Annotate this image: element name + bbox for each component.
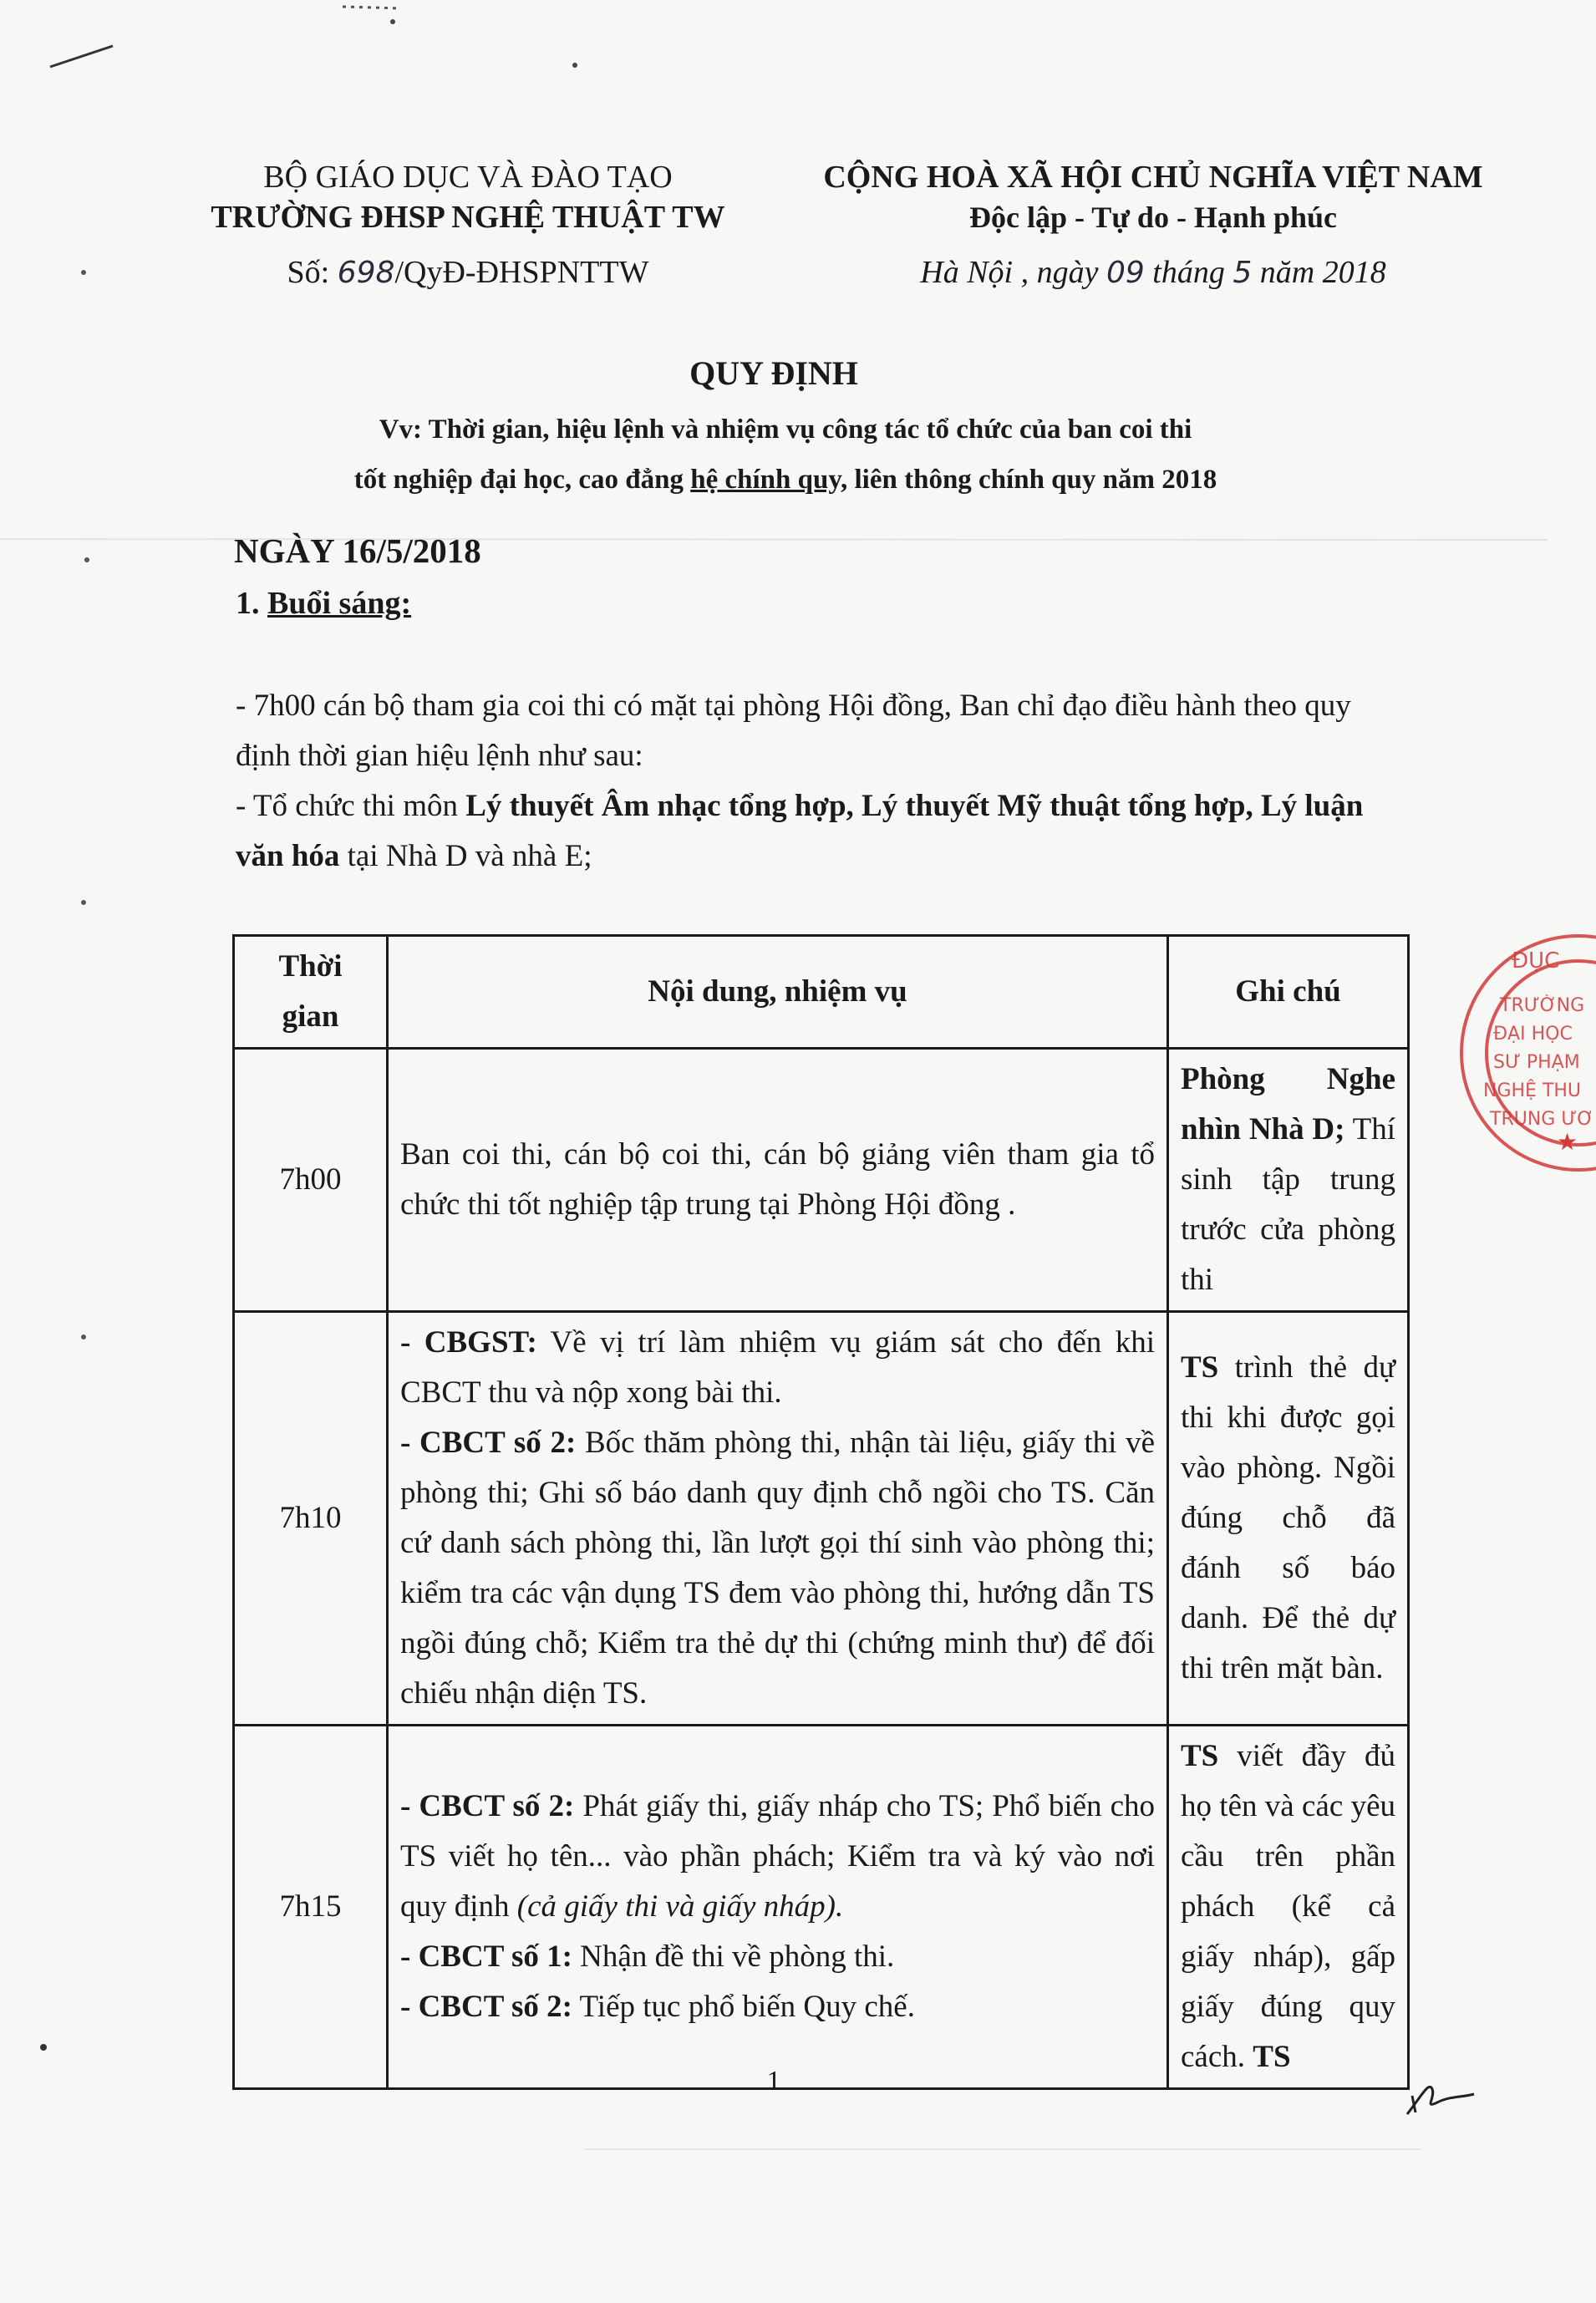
row-content: - CBCT số 2: Phát giấy thi, giấy nháp cho TS; Phổ biến cho TS viết họ tên... vào phần phách; Kiểm tra và ký vào nơi quy định (cả giấy thi và giấy nháp). - CBCT số 1: Nhận đề thi về phòng thi. - CBCT số 2: Tiếp tục phổ biến Quy chế. xyxy=(388,1726,1168,2089)
header-time: Thời gian xyxy=(234,936,388,1049)
row-note: TS trình thẻ dự thi khi được gọi vào phòng. Ngồi đúng chỗ đã đánh số báo danh. Để thẻ dự thi trên mặt bàn. xyxy=(1168,1312,1409,1726)
stamp-line: NGHỆ THU xyxy=(1483,1080,1582,1101)
stamp-line: TRUNG ƯƠ xyxy=(1490,1109,1594,1130)
day-heading: NGÀY 16/5/2018 xyxy=(234,531,481,570)
row-content: Ban coi thi, cán bộ coi thi, cán bộ giảng viên tham gia tổ chức thi tốt nghiệp tập trung tại Phòng Hội đồng . xyxy=(388,1049,1168,1312)
stamp-line: TRƯỜNG xyxy=(1500,995,1585,1016)
schedule-table xyxy=(232,934,1410,2090)
document-number-handwritten: 698 xyxy=(337,256,395,290)
document-number: Số: 698/QyĐ-ĐHSPNTTW xyxy=(287,255,649,290)
official-stamp xyxy=(1387,928,1596,1178)
session-heading: 1. Buổi sáng: xyxy=(236,586,412,621)
stamp-top-text: ĐỤC xyxy=(1512,948,1560,974)
ministry-name: BỘ GIÁO DỤC VÀ ĐÀO TẠO xyxy=(263,160,673,195)
date-day-handwritten: 09 xyxy=(1106,256,1145,290)
table-row xyxy=(234,1726,1409,2089)
header-note: Ghi chú xyxy=(1168,936,1409,1049)
page-number: 1 xyxy=(766,2066,781,2097)
row-time: 7h00 xyxy=(234,1049,388,1312)
initials-signature xyxy=(1404,2072,1479,2123)
stamp-star-icon: ★ xyxy=(1557,1130,1578,1156)
row-note: Phòng Nghe nhìn Nhà D; Thí sinh tập trung trước cửa phòng thi xyxy=(1168,1049,1409,1312)
date-month-handwritten: 5 xyxy=(1233,256,1253,290)
subjects-paragraph: - Tổ chức thi môn Lý thuyết Âm nhạc tổng hợp, Lý thuyết Mỹ thuật tổng hợp, Lý luận văn hóa tại Nhà D và nhà E; xyxy=(236,789,1364,873)
table-row xyxy=(234,1049,1409,1312)
header-left xyxy=(150,157,785,293)
intro-paragraph: - 7h00 cán bộ tham gia coi thi có mặt tại phòng Hội đồng, Ban chỉ đạo điều hành theo quy định thời gian hiệu lệnh như sau: xyxy=(236,689,1351,773)
row-time: 7h10 xyxy=(234,1312,388,1726)
national-motto: Độc lập - Tự do - Hạnh phúc xyxy=(968,201,1338,234)
header-content: Nội dung, nhiệm vụ xyxy=(388,936,1168,1049)
table-row xyxy=(234,1312,1409,1726)
document-subtitle: Vv: Thời gian, hiệu lệnh và nhiệm vụ công tác tổ chức của ban coi thi tốt nghiệp đại học, cao đẳng hệ chính quy, liên thông chính quy năm 2018 xyxy=(353,414,1217,495)
row-note: TS viết đầy đủ họ tên và các yêu cầu trên phần phách (kể cả giấy nháp), gấp giấy đúng quy cách. TS xyxy=(1168,1726,1409,2089)
school-name: TRƯỜNG ĐHSP NGHỆ THUẬT TW xyxy=(211,200,725,235)
row-time: 7h15 xyxy=(234,1726,388,2089)
document-title: QUY ĐỊNH xyxy=(689,354,858,392)
table-header-row xyxy=(234,936,1409,1049)
document-date: Hà Nội , ngày 09 tháng 5 năm 2018 xyxy=(920,255,1386,290)
row-content: - CBGST: Về vị trí làm nhiệm vụ giám sát cho đến khi CBCT thu và nộp xong bài thi. - CBCT số 2: Bốc thăm phòng thi, nhận tài liệu, giấy thi về phòng thi; Ghi số báo danh quy định chỗ ngồi cho TS. Căn cứ danh sách phòng thi, lần lượt gọi thí sinh vào phòng thi; kiểm tra các vận dụng TS đem vào phòng thi, hướng dẫn TS ngồi đúng chỗ; Kiểm tra thẻ dự thi (chứng minh thư) để đối chiếu nhận diện TS. xyxy=(388,1312,1168,1726)
stamp-line: SƯ PHẠM xyxy=(1493,1052,1580,1073)
stamp-line: ĐẠI HỌC xyxy=(1493,1024,1573,1045)
country-name: CỘNG HOÀ XÃ HỘI CHỦ NGHĨA VIỆT NAM xyxy=(823,160,1483,195)
header-right xyxy=(785,157,1521,293)
